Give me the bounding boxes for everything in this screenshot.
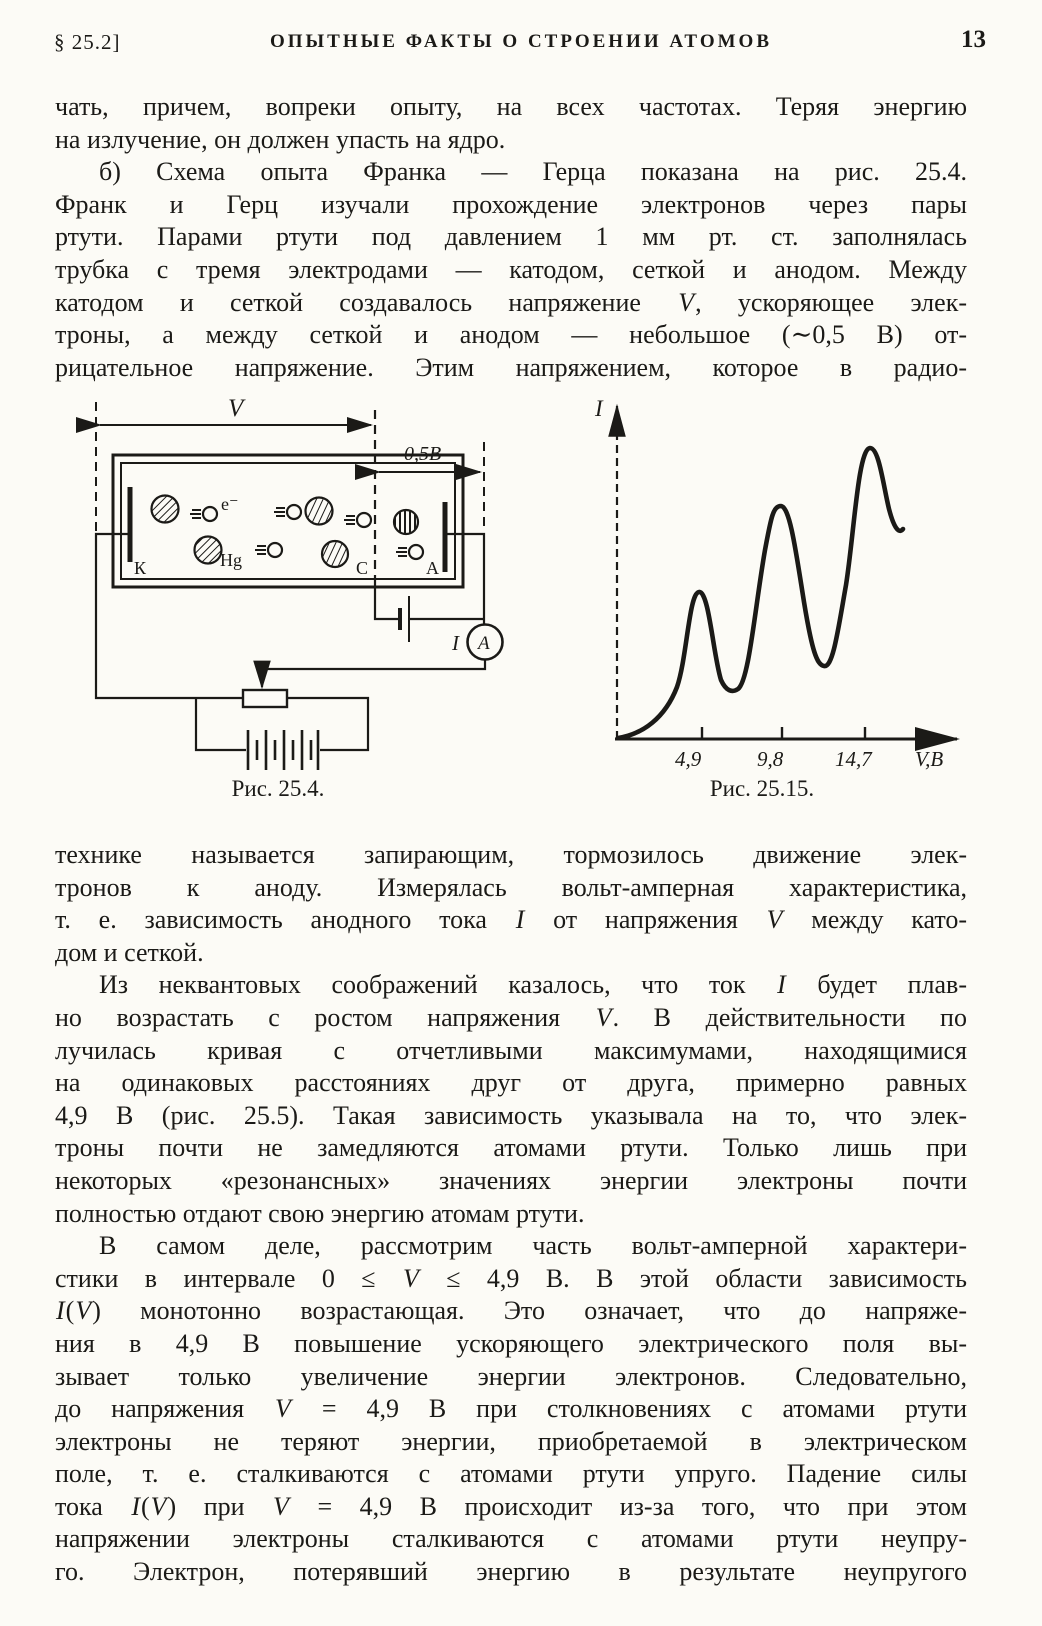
- text-line: 4,9 В (рис. 25.5). Такая зависимость указывала на то, что элек-: [55, 1100, 967, 1130]
- potentiometer: [243, 690, 287, 707]
- text-line: лучилась кривая с отчетливыми максимумами, находящимися: [55, 1035, 967, 1065]
- paragraph-block-top: [55, 91, 967, 384]
- label-cathode: К: [134, 558, 147, 578]
- label-anode: А: [426, 558, 439, 578]
- text-line: зывает только увеличение энергии электронов. Следовательно,: [55, 1361, 967, 1391]
- text-line: троны, а между сеткой и анодом — небольшое (∼0,5 В) от-: [55, 320, 967, 350]
- label-electron: e⁻: [221, 494, 239, 514]
- electron-icon: [274, 505, 301, 519]
- text-line: В самом деле, рассмотрим часть вольт-амперной характери-: [99, 1231, 967, 1261]
- mercury-atom: [152, 496, 179, 523]
- text-line: трубка с тремя электродами — катодом, сеткой и анодом. Между: [55, 254, 967, 284]
- figure-iv-curve: [585, 392, 975, 772]
- text-line: технике называется запирающим, тормозилось движение элек-: [55, 840, 967, 869]
- page-number: 13: [961, 26, 986, 53]
- text-line: поле, т. е. сталкиваются с атомами ртути упруго. Падение силы: [55, 1459, 967, 1489]
- text-line: б) Схема опыта Франка — Герца показана на рис. 25.4.: [99, 157, 967, 187]
- text-line: напряжении электроны сталкиваются с атомами ртути неупру-: [55, 1524, 967, 1554]
- mercury-atom: [322, 541, 348, 567]
- text-line: на излучение, он должен упасть на ядро.: [55, 124, 506, 154]
- text-line: го. Электрон, потерявший энергию в результате неупругого: [55, 1557, 967, 1587]
- text-line: чать, причем, вопреки опыту, на всех частотах. Теряя энергию: [55, 92, 967, 121]
- electron-icon: [190, 507, 217, 521]
- text-line: но возрастать с ростом напряжения V. В действительности по: [55, 1002, 967, 1032]
- tick-label-9-8: 9,8: [757, 747, 784, 771]
- running-head: ОПЫТНЫЕ ФАКТЫ О СТРОЕНИИ АТОМОВ: [269, 31, 773, 52]
- text-line: электроны не теряют энергии, приобретаемой в электрическом: [55, 1426, 967, 1456]
- electron-icon: [255, 543, 282, 557]
- label-mercury: Hg: [220, 550, 242, 570]
- tick-label-4-9: 4,9: [675, 747, 702, 771]
- electron-icon: [344, 513, 371, 527]
- text-line: дом и сеткой.: [55, 937, 204, 967]
- x-axis-label: V,В: [915, 747, 944, 771]
- mercury-atom: [195, 537, 222, 564]
- text-line: катодом и сеткой создавалось напряжение V, ускоряющее элек-: [55, 287, 967, 317]
- text-line: ния в 4,9 В повышение ускоряющего электрического поля вы-: [55, 1328, 967, 1358]
- text-line: Из неквантовых соображений казалось, что ток I будет плав-: [99, 970, 967, 1000]
- y-axis-label: I: [595, 396, 603, 421]
- label-grid: С: [356, 558, 369, 578]
- text-line: некоторых «резонансных» значениях энергии электроны почти: [55, 1165, 967, 1195]
- text-line: рицательное напряжение. Этим напряжением, которое в радио-: [55, 352, 967, 382]
- label-accel-voltage: V: [228, 395, 244, 422]
- wire-potentiometer-left: [196, 698, 246, 750]
- text-line: ртути. Парами ртути под давлением 1 мм рт. ст. заполнялась: [55, 222, 967, 252]
- text-line: тронов к аноду. Измерялась вольт-амперная характеристика,: [55, 872, 967, 902]
- text-line: I(V) монотонно возрастающая. Это означает, что до напряже-: [56, 1296, 967, 1326]
- text-line: полностью отдают свою энергию атомам ртути.: [55, 1198, 585, 1228]
- text-line: т. е. зависимость анодного тока I от напряжения V между като-: [55, 905, 967, 935]
- figure-caption-25-4: Рис. 25.4.: [231, 776, 325, 801]
- text-line: тока I(V) при V = 4,9 В происходит из-за того, что при этом: [55, 1491, 967, 1521]
- figure-caption-25-15: Рис. 25.15.: [709, 776, 815, 801]
- section-number: § 25.2]: [54, 30, 121, 54]
- mercury-atom: [394, 510, 418, 534]
- label-retard-voltage: 0,5В: [404, 443, 442, 465]
- text-line: на одинаковых расстояниях друг от друга, примерно равных: [55, 1068, 967, 1098]
- electron-icon: [396, 545, 423, 559]
- label-current: I: [452, 631, 459, 655]
- ammeter-letter: А: [478, 633, 490, 654]
- text-line: стики в интервале 0 ≤ V ≤ 4,9 В. В этой области зависимость: [55, 1263, 967, 1293]
- figure-circuit-diagram: [68, 392, 538, 772]
- iv-curve: [618, 448, 903, 738]
- wire-potentiometer-right: [287, 698, 368, 750]
- wire-ammeter-to-wiper: [262, 660, 485, 669]
- text-line: до напряжения V = 4,9 В при столкновениях с атомами ртути: [55, 1394, 967, 1424]
- paragraph-block-bottom: [55, 839, 967, 1589]
- mercury-atom: [306, 498, 333, 525]
- text-line: троны почти не замедляются атомами ртути. Только лишь при: [55, 1133, 967, 1163]
- tick-label-14-7: 14,7: [835, 747, 872, 771]
- text-line: Франк и Герц изучали прохождение электронов через пары: [55, 189, 967, 219]
- battery-pack: [248, 730, 318, 770]
